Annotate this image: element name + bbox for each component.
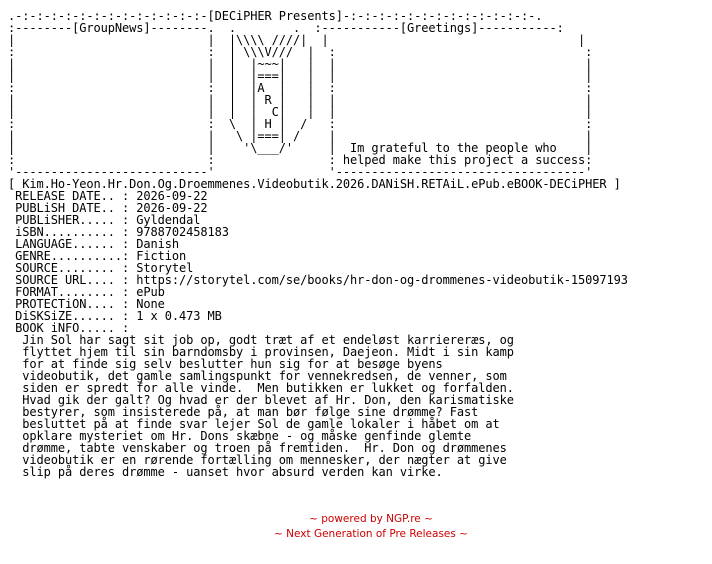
disksize-row: DiSKSiZE...... : 1 x 0.473 MB — [8, 309, 222, 323]
description-line: videobutik er en rørende fortælling om mennesker, der nægter at give — [8, 453, 507, 467]
isbn-row: iSBN.......... : 9788702458183 — [8, 225, 229, 239]
nfo-art-line: : : \ | H | / : : — [8, 117, 593, 131]
nfo-art-line: | | | | C| | | | — [8, 105, 593, 119]
footer — [0, 512, 712, 542]
genre-row: GENRE..........: Fiction — [8, 249, 187, 263]
description-line: flyttet hjem til sin barndomsby i provinsen, Daejeon. Midt i sin kamp — [8, 345, 514, 359]
footer-powered-by: ~ powered by NGP.re ~ — [309, 513, 433, 525]
nfo-art-line: .-:-:-:-:-:-:-:-:-:-:-:-:-:-[DECiPHER Presents]-:-:-:-:-:-:-:-:-:-:-:-:-:-. — [8, 9, 543, 23]
publish-date-row: PUBLiSH DATE.. : 2026-09-22 — [8, 201, 208, 215]
source-url-row: SOURCE URL.... : https://storytel.com/se/books/hr-don-og-drommenes-videobutik-15097193 — [8, 273, 628, 287]
language-row: LANGUAGE...... : Danish — [8, 237, 179, 251]
nfo-art-line: '---------------------------' '-----------------------------------' — [8, 165, 593, 179]
nfo-art-line: : : : helped make this project a success: — [8, 153, 593, 167]
source-row: SOURCE........ : Storytel — [8, 261, 194, 275]
description-line: bestyrer, som insisterede på, at man bør følge sine drømme? Fast — [8, 405, 479, 419]
nfo-art-line: | | '\___/' | Im grateful to the people who | — [8, 141, 593, 155]
protection-row: PROTECTiON.... : None — [8, 297, 165, 311]
description-line: slip på deres drømme - uanset hvor absurd verden kan virke. — [8, 465, 443, 479]
nfo-art-line: | | | |===| | | | — [8, 69, 593, 83]
description-line: for at finde sig selv beslutter hun sig for at besøge byens — [8, 357, 443, 371]
description-line: besluttet på at finde svar lejer Sol de gamle lokaler i håbet om at — [8, 417, 500, 431]
nfo-art-line: : : | \\\V/// | : : — [8, 45, 593, 59]
description-line: Jin Sol har sagt sit job op, godt træt af et endeløst karriereræs, og — [8, 333, 514, 347]
release-title: [ Kim.Ho-Yeon.Hr.Don.Og.Droemmenes.Videobutik.2026.DANiSH.RETAiL.ePub.eBOOK-DECiPHER ] — [8, 177, 621, 191]
description-line: drømme, tabte venskaber og troen på fremtiden. Hr. Don og drømmenes — [8, 441, 507, 455]
format-row: FORMAT........ : ePub — [8, 285, 165, 299]
publisher-row: PUBLiSHER..... : Gyldendal — [8, 213, 201, 227]
description-line: Hvad gik der galt? Og hvad er der blevet af Hr. Don, den karismatiske — [8, 393, 514, 407]
nfo-art-line: :--------[GroupNews]--------. . . :-----------[Greetings]-----------: — [8, 21, 564, 35]
nfo-art-line: | | |\\\\ ////| | | — [8, 33, 586, 47]
nfo-text-block — [8, 10, 628, 478]
nfo-art-line: | | | | R | | | | — [8, 93, 593, 107]
description-line: siden er spredt for alle vinde. Men butikken er lukket og forfalden. — [8, 381, 514, 395]
nfo-art-line: | | | |~~~| | | | — [8, 57, 593, 71]
book-info-row: BOOK iNFO..... : — [8, 321, 130, 335]
description-line: videobutik, det gamle samlingspunkt for vennekredsen, de venner, som — [8, 369, 507, 383]
description-line: opklare mysteriet om Hr. Dons skæbne - og måske genfinde glemte — [8, 429, 472, 443]
footer-tagline: ~ Next Generation of Pre Releases ~ — [274, 528, 468, 540]
release-date-row: RELEASE DATE.. : 2026-09-22 — [8, 189, 208, 203]
nfo-art-line: | | \ |===| / | | — [8, 129, 593, 143]
nfo-art-line: : : | |A | | : : — [8, 81, 593, 95]
